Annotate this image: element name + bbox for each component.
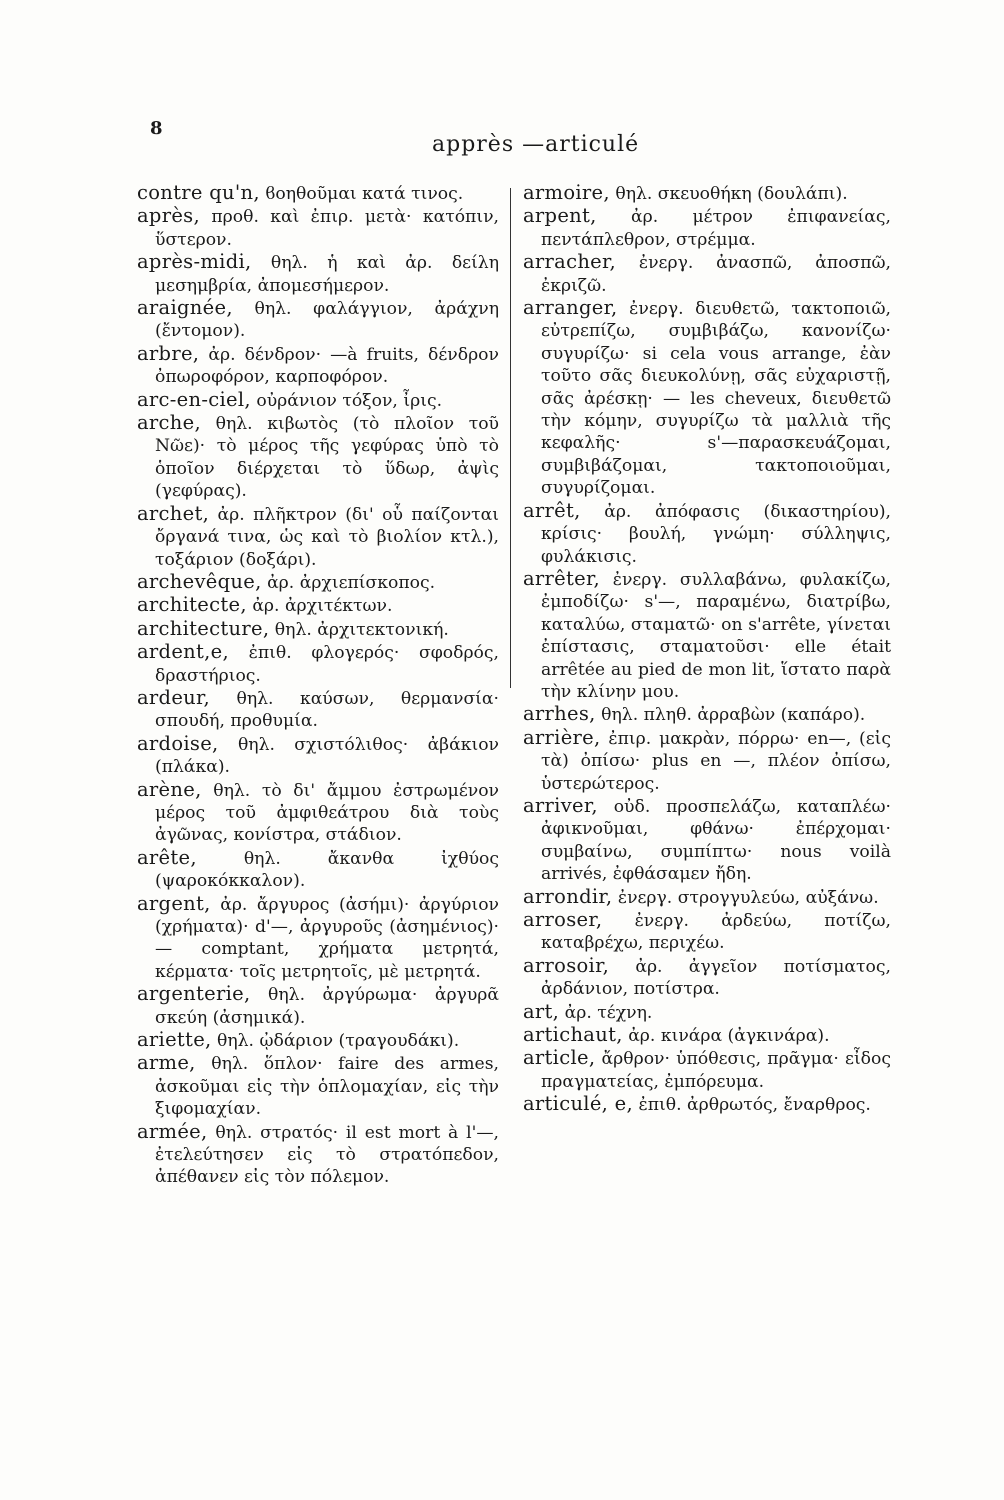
- dictionary-entry: [523, 727, 891, 795]
- entry-headword: après,: [137, 204, 200, 228]
- entry-definition: ϐοηθοῦμαι κατά τινος.: [265, 184, 464, 204]
- entry-definition: θηλ. σκευοθήκη (δουλάπι).: [615, 184, 848, 204]
- dictionary-entry: [137, 297, 499, 343]
- entry-headword: archet,: [137, 501, 210, 525]
- entry-definition: θηλ. καύσων, θερμανσία· σπουδή, προθυμία.: [155, 688, 499, 732]
- entry-headword: arroser,: [523, 908, 603, 931]
- dictionary-entry: [523, 500, 891, 568]
- entry-headword: araignée,: [137, 296, 233, 320]
- entry-headword: après-midi,: [137, 250, 252, 274]
- entry-definition: ἐνεργ. διευθετῶ, τακτοποιῶ, εὐτρεπίζω, συμβιβάζω, κανονίζω· συγυρίζω· si cela vous arrange, ἐὰν τοῦτο σᾶς διευκολύνῃ, σᾶς εὐχαριστῇ, σᾶς ἀρέσκῃ· — les cheveux, διευθετῶ τὴν κόμην, συγυρίζω τὰ μαλλιὰ τῆς κεφαλῆς· s'—παρασκευάζομαι, συμβιβάζομαι, τακτοποιοῦμαι, συγυρίζομαι.: [541, 299, 891, 499]
- entry-headword: arche,: [137, 411, 201, 435]
- entry-definition: ἀρ. κινάρα (ἀγκινάρα).: [628, 1026, 830, 1047]
- entry-definition: θηλ. πληθ. ἀρραβὼν (καπάρο).: [601, 705, 866, 726]
- dictionary-entry: [137, 847, 499, 893]
- entry-headword: arranger,: [523, 296, 618, 320]
- dictionary-entry: [523, 1093, 891, 1116]
- entry-definition: θηλ. τὸ δι' ἄμμου ἐστρωμένον μέρος τοῦ ἀμφιθεάτρου διὰ τοὺς ἀγῶνας, κονίστρα, στάδιον.: [155, 780, 500, 846]
- dictionary-entry: [523, 1001, 891, 1024]
- entry-headword: argent,: [137, 891, 211, 915]
- dictionary-entry: [137, 779, 499, 847]
- entry-definition: θηλ. σχιστόλιθος· ἀβάκιον (πλάκα).: [155, 734, 499, 778]
- dictionary-entry: [137, 389, 499, 412]
- entry-definition: ἐπιθ. φλογερός· σφοδρός, δραστήριος.: [155, 643, 499, 686]
- entry-headword: arc-en-ciel,: [137, 387, 251, 411]
- entry-definition: ἀρ. ἀρχιεπίσκοπος.: [267, 572, 436, 593]
- page-number: 8: [150, 118, 163, 139]
- entry-headword: contre qu'n,: [137, 181, 260, 204]
- dictionary-entry: [523, 886, 891, 909]
- dictionary-entry: [523, 297, 891, 500]
- dictionary-entry: [523, 1024, 891, 1047]
- column-divider: [510, 188, 511, 688]
- entry-definition: ἀρ. ἀπόφασις (δικαστηρίου), κρίσις· βουλή, γνώμη· σύλληψις, φυλάκισις.: [541, 501, 891, 567]
- entry-definition: ἀρ. μέτρον ἐπιφανείας, πεντάπλεθρον, στρέμμα.: [541, 207, 891, 250]
- entry-headword: article,: [523, 1046, 596, 1070]
- entry-definition: θηλ. φαλάγγιον, ἀράχνη (ἔντομον).: [155, 299, 500, 342]
- entry-headword: arête,: [137, 845, 197, 869]
- entry-definition: ἀρ. ἀγγεῖον ποτίσματος, ἀρδάνιον, ποτίστρα.: [541, 956, 891, 1000]
- entry-definition: ἄρθρον· ὑπόθεσις, πρᾶγμα· εἶδος πραγματείας, ἐμπόρευμα.: [541, 1049, 891, 1092]
- dictionary-entry: [137, 571, 499, 594]
- right-column: [523, 182, 891, 1117]
- dictionary-entry: [523, 205, 891, 251]
- entry-definition: ἀρ. τέχνη.: [564, 1002, 653, 1023]
- dictionary-entry: [137, 983, 499, 1029]
- entry-headword: argenterie,: [137, 982, 251, 1006]
- entry-definition: προθ. καὶ ἐπιρ. μετὰ· κατόπιν, ὕστερον.: [155, 207, 500, 250]
- entry-headword: arrêt,: [523, 498, 581, 522]
- entry-headword: artichaut,: [523, 1023, 623, 1047]
- entry-headword: arme,: [137, 1051, 196, 1075]
- entry-definition: ἐνεργ. συλλαβάνω, φυλακίζω, ἐμποδίζω· s'—, παραμένω, διατρίβω, καταλύω, σταματῶ· on s'arrête, γίνεται ἐπίστασις, σταματοῦσι· elle était arrêtée au pied de mon lit, ἵστατο παρὰ τὴν κλίνην μου.: [541, 569, 891, 702]
- entry-headword: arrêter,: [523, 566, 600, 590]
- entry-headword: arpent,: [523, 204, 597, 228]
- dictionary-entry: [137, 182, 499, 205]
- entry-definition: θηλ. ἄκανθα ἰχθύος (ψαροκόκκαλον).: [155, 848, 499, 892]
- entry-definition: ἐπιθ. ἀρθρωτός, ἔναρθρος.: [638, 1095, 871, 1116]
- dictionary-entry: [137, 641, 499, 687]
- dictionary-entry: [137, 1052, 499, 1120]
- entry-definition: ἀρ. ἀρχιτέκτων.: [252, 596, 393, 617]
- dictionary-entry: [523, 568, 891, 703]
- entry-definition: θηλ. ᾠδάριον (τραγουδάκι).: [217, 1031, 460, 1052]
- running-head: apprès —articulé: [432, 132, 640, 157]
- entry-definition: ἐνεργ. στρογγυλεύω, αὐξάνω.: [617, 887, 879, 908]
- entry-headword: arrhes,: [523, 702, 596, 726]
- dictionary-entry: [523, 795, 891, 886]
- entry-headword: arbre,: [137, 341, 200, 365]
- dictionary-entry: [137, 251, 499, 297]
- entry-definition: θηλ. ἀργύρωμα· ἀργυρᾶ σκεύη (ἀσημικά).: [155, 985, 499, 1028]
- entry-headword: archevêque,: [137, 569, 262, 593]
- entry-headword: armée,: [137, 1119, 208, 1143]
- entry-headword: ardoise,: [137, 731, 219, 755]
- dictionary-entry: [137, 205, 499, 251]
- dictionary-entry: [523, 703, 891, 726]
- entry-definition: ἐπιρ. μακρὰν, πόρρω· en—, (εἰς τὰ) ὀπίσω· plus en —, πλέον ὀπίσω, ὑστερώτερος.: [541, 728, 891, 794]
- entry-definition: ἀρ. πλῆκτρον (δι' οὗ παίζονται ὄργανά τινα, ὡς καὶ τὸ βιολίον κτλ.), τοξάριον (δοξάρι).: [155, 504, 499, 570]
- entry-definition: θηλ. ἀρχιτεκτονική.: [274, 619, 449, 640]
- dictionary-entry: [137, 618, 499, 641]
- entry-definition: θηλ. ἡ καὶ ἀρ. δείλη μεσημβρία, ἀπομεσήμερον.: [155, 253, 499, 296]
- entry-headword: armoire,: [523, 181, 610, 204]
- entry-headword: ariette,: [137, 1028, 212, 1052]
- entry-definition: θηλ. κιβωτὸς (τὸ πλοῖον τοῦ Νῶε)· τὸ μέρος τῆς γεφύρας ὑπὸ τὸ ὁποῖον διέρχεται τὸ ὕδωρ, ἀψὶς (γεφύρας).: [155, 414, 499, 502]
- dictionary-entry: [523, 1047, 891, 1093]
- dictionary-entry: [137, 343, 499, 389]
- entry-headword: arriver,: [523, 793, 598, 817]
- entry-definition: ἀρ. ἄργυρος (ἀσήμι)· ἀργύριον (χρήματα)· d'—, ἀργυροῦς (ἀσημένιος)· — comptant, χρήματα μετρητά, κέρματα· τοῖς μετρητοῖς, μὲ μετρητά.: [155, 894, 499, 982]
- dictionary-entry: [523, 251, 891, 297]
- left-column: [137, 182, 499, 1189]
- entry-definition: ἐνεργ. ἀνασπῶ, ἀποσπῶ, ἐκριζῶ.: [541, 253, 891, 296]
- entry-headword: art,: [523, 999, 560, 1023]
- dictionary-entry: [137, 1029, 499, 1052]
- entry-headword: arracher,: [523, 250, 616, 274]
- dictionary-entry: [523, 182, 891, 205]
- entry-headword: arrosoir,: [523, 953, 610, 977]
- dictionary-entry: [523, 955, 891, 1001]
- entry-headword: arrière,: [523, 725, 601, 749]
- entry-definition: ἀρ. δένδρον· —à fruits, δένδρον ὀπωροφόρον, καρποφόρον.: [155, 344, 499, 388]
- entry-headword: arrondir,: [523, 884, 613, 908]
- entry-definition: οὐράνιον τόξον, ἶρις.: [256, 390, 443, 411]
- entry-definition: οὐδ. προσπελάζω, καταπλέω· ἀφικνοῦμαι, φθάνω· ἐπέρχομαι· συμβαίνω, συμπίπτω· nous voilà arrivés, ἐφθάσαμεν ἤδη.: [541, 796, 891, 885]
- entry-definition: θηλ. ὅπλον· faire des armes, ἀσκοῦμαι εἰς τὴν ὁπλομαχίαν, εἰς τὴν ξιφομαχίαν.: [155, 1054, 499, 1120]
- dictionary-entry: [137, 1121, 499, 1189]
- dictionary-entry: [523, 909, 891, 955]
- dictionary-entry: [137, 893, 499, 984]
- dictionary-entry: [137, 594, 499, 617]
- entry-headword: architecte,: [137, 593, 247, 617]
- dictionary-entry: [137, 733, 499, 779]
- entry-definition: θηλ. στρατός· il est mort à l'—, ἐτελεύτησεν εἰς τὸ στρατόπεδον, ἀπέθανεν εἰς τὸν πόλεμον.: [155, 1122, 499, 1188]
- dictionary-entry: [137, 687, 499, 733]
- entry-headword: ardent,e,: [137, 640, 230, 664]
- entry-headword: articulé, e,: [523, 1092, 634, 1116]
- entry-headword: ardeur,: [137, 685, 211, 709]
- entry-definition: ἐνεργ. ἀρδεύω, ποτίζω, καταβρέχω, περιχέω.: [541, 911, 891, 954]
- entry-headword: arène,: [137, 777, 202, 801]
- dictionary-entry: [137, 412, 499, 503]
- dictionary-entry: [137, 503, 499, 571]
- entry-headword: architecture,: [137, 616, 270, 640]
